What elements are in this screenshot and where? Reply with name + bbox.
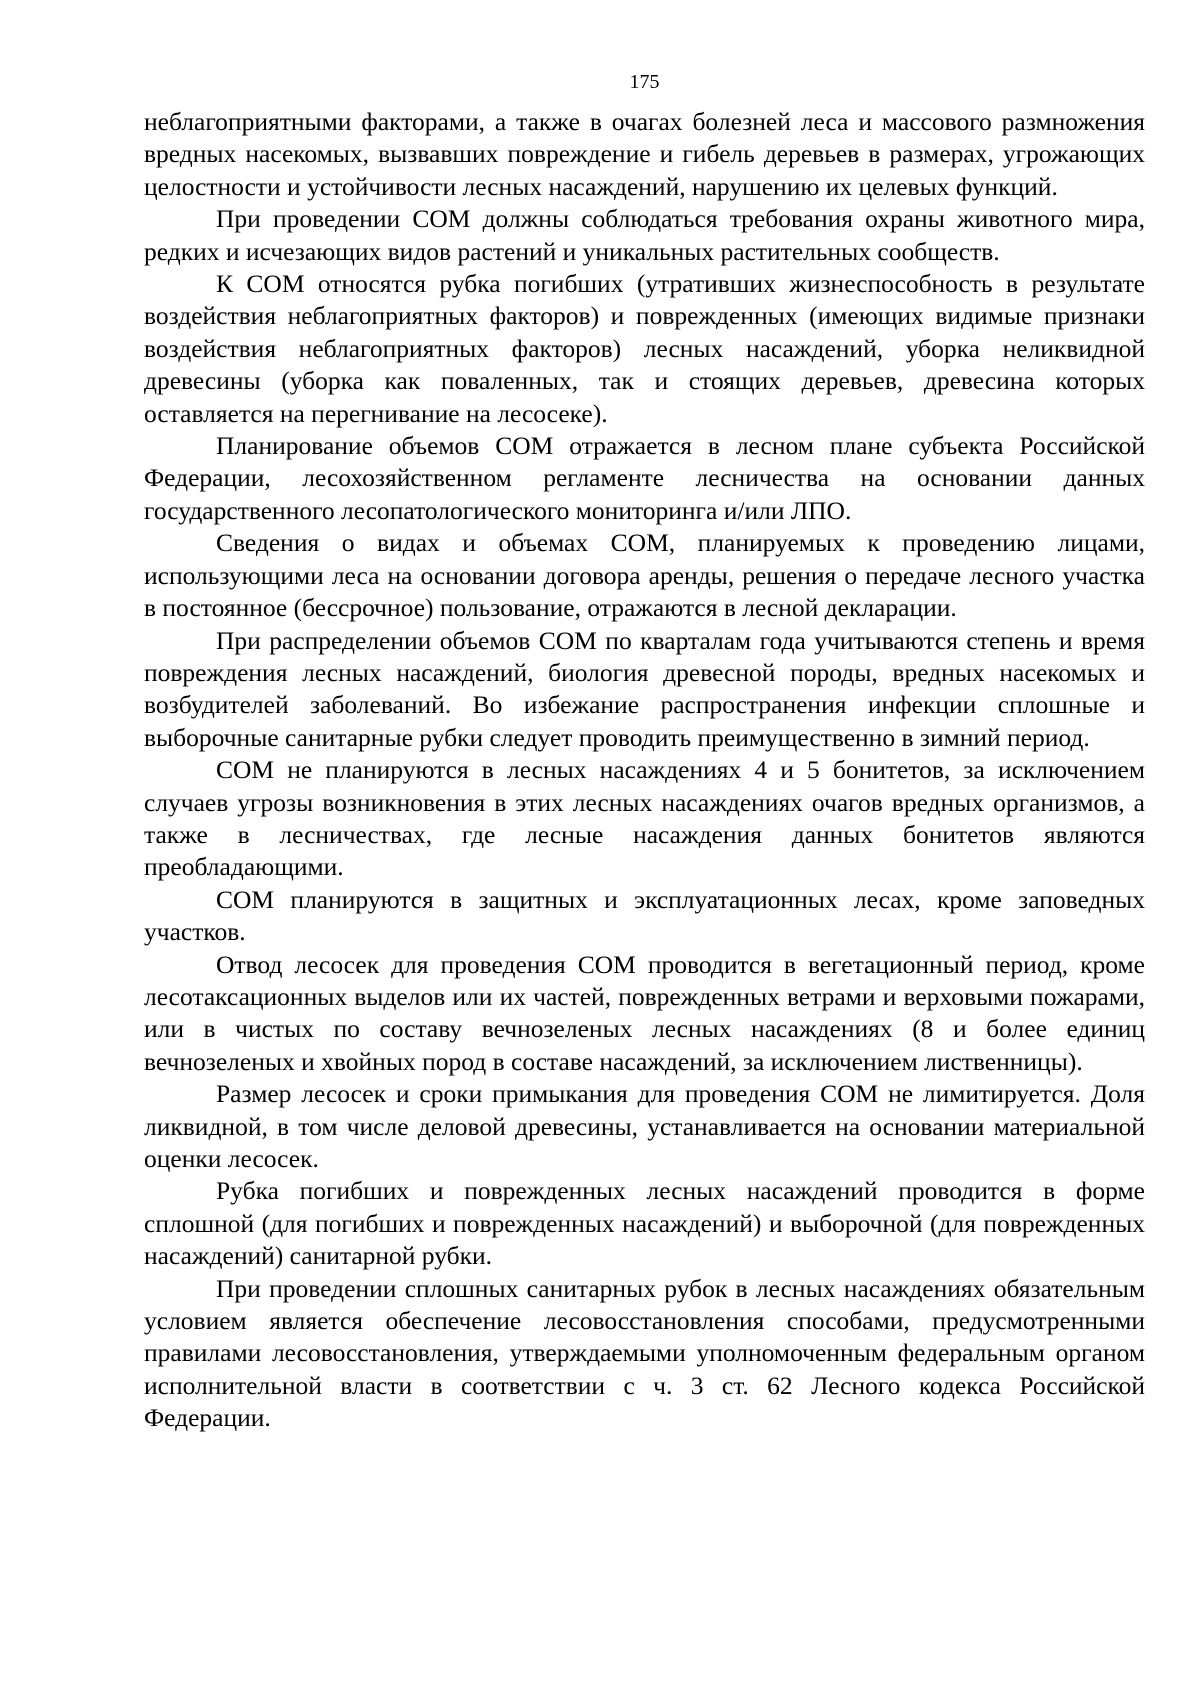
paragraph-cutting-area-size: Размер лесосек и сроки примыкания для проведения СОМ не лимитируется. Доля ликвидной, в том числе деловой древесины, устанавливается на основании материальной оценки лесосек.: [144, 1079, 1145, 1173]
paragraph-som-planning: Планирование объемов СОМ отражается в лесном плане субъекта Российской Федерации, лесохозяйственном регламенте лесничества на основании данных государственного лесопатологического мониторинга и/или ЛПО.: [144, 431, 1145, 525]
paragraph-quarterly-distribution: При распределении объемов СОМ по кварталам года учитываются степень и время повреждения лесных насаждений, биология древесной породы, вредных насекомых и возбудителей заболеваний. Во избежание распространения инфекции сплошные и выборочные санитарные рубки следует проводить преимущественно в зимний период.: [144, 625, 1145, 752]
document-page: [144, 70, 1145, 1435]
page-number: 175: [629, 71, 660, 93]
paragraph-continuation: неблагоприятными факторами, а также в очагах болезней леса и массового размножения вредных насекомых, вызвавших повреждение и гибель деревьев в размерах, угрожающих целостности и устойчивости лесных насаждений, нарушению их целевых функций.: [144, 107, 1145, 201]
paragraph-som-scope: К СОМ относятся рубка погибших (утративших жизнеспособность в результате воздействия неблагоприятных факторов) и поврежденных (имеющих видимые признаки воздействия неблагоприятных факторов) лесных насаждений, уборка неликвидной древесины (уборка как поваленных, так и стоящих деревьев, древесина которых оставляется на перегнивание на лесосеке).: [144, 269, 1145, 428]
paragraph-forest-declaration: Сведения о видах и объемах СОМ, планируемых к проведению лицами, использующими леса на основании договора аренды, решения о передаче лесного участка в постоянное (бессрочное) пользование, отражаются в лесной декларации.: [144, 528, 1145, 623]
paragraph-bonitet-exclusion: СОМ не планируются в лесных насаждениях 4 и 5 бонитетов, за исключением случаев угрозы возникновения в этих лесных насаждениях очагов вредных организмов, а также в лесничествах, где лесные насаждения данных бонитетов являются преобладающими.: [144, 755, 1145, 882]
paragraph-sanitary-felling-forms: Рубка погибших и поврежденных лесных насаждений проводится в форме сплошной (для погибших и поврежденных насаждений) и выборочной (для поврежденных насаждений) санитарной рубки.: [144, 1176, 1145, 1271]
paragraph-wildlife-protection: При проведении СОМ должны соблюдаться требования охраны животного мира, редких и исчезающих видов растений и уникальных растительных сообществ.: [144, 204, 1145, 266]
paragraph-reforestation-requirement: При проведении сплошных санитарных рубок в лесных насаждениях обязательным условием является обеспечение лесовосстановления способами, предусмотренными правилами лесовосстановления, утверждаемыми уполномоченным федеральным органом исполнительной власти в соответствии с ч. 3 ст. 62 Лесного кодекса Российской Федерации.: [144, 1273, 1145, 1433]
paragraph-protective-forests: СОМ планируются в защитных и эксплуатационных лесах, кроме заповедных участков.: [144, 884, 1145, 947]
paragraph-cutting-area-allotment: Отвод лесосек для проведения СОМ проводится в вегетационный период, кроме лесотаксационных выделов или их частей, поврежденных ветрами и верховыми пожарами, или в чистых по составу вечнозеленых лесных насаждениях (8 и более единиц вечнозеленых и хвойных пород в составе насаждений, за исключением лиственницы).: [144, 949, 1145, 1076]
